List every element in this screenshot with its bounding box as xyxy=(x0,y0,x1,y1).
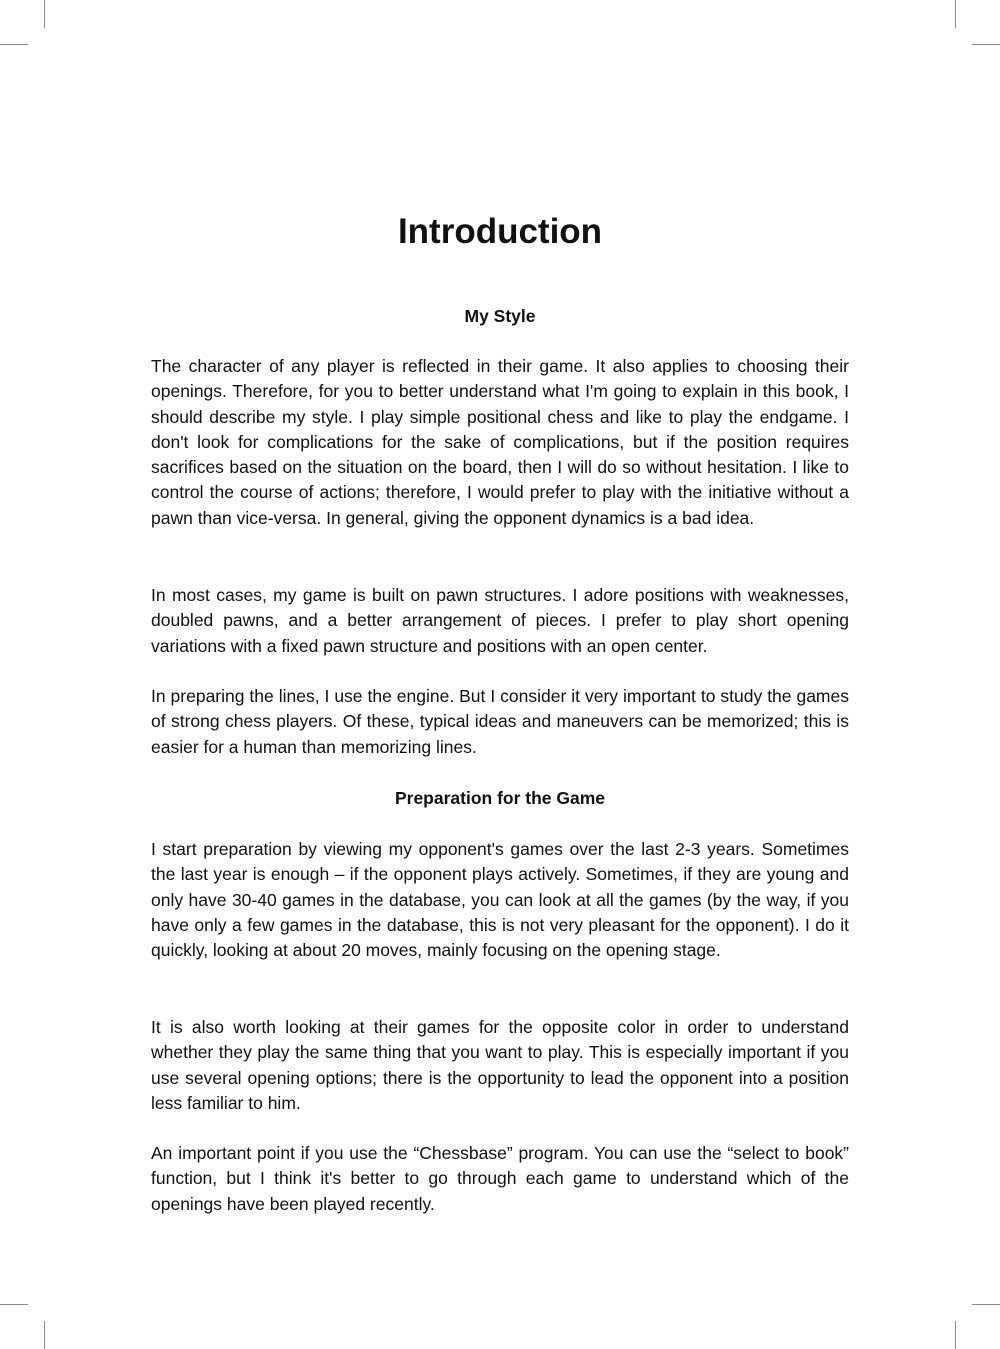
crop-mark-bottom-right-horizontal xyxy=(972,1304,1000,1305)
crop-mark-bottom-left-horizontal xyxy=(0,1304,28,1305)
paragraph: It is also worth looking at their games for the opposite color in order to understand whether they play the same thing that you want to play. This is especially important if you use several opening options; there is the opportunity to lead the opponent into a position less familiar to him. xyxy=(151,1017,849,1113)
paragraph: I start preparation by viewing my opponent's games over the last 2-3 years. Sometimes the last year is enough – if the opponent plays actively. Sometimes, if they are young and only have 30-40 games in the database, you can look at all the games (by the way, if you have only a few games in the database, this is not very pleasant for the opponent). I do it quickly, looking at about 20 moves, mainly focusing on the opening stage. xyxy=(151,839,849,961)
paragraph: In preparing the lines, I use the engine. But I consider it very important to study the games of strong chess players. Of these, typical ideas and maneuvers can be memorized; this is easier for a human than memorizing lines. xyxy=(151,686,849,757)
crop-mark-top-left-vertical xyxy=(44,0,45,28)
page-title: Introduction xyxy=(397,212,603,251)
paragraph: In most cases, my game is built on pawn structures. I adore positions with weaknesses, doubled pawns, and a better arrangement of pieces. I prefer to play short opening variations with a fixed pawn structure and positions with an open center. xyxy=(151,585,849,656)
crop-mark-top-left-horizontal xyxy=(0,44,28,45)
section-heading-preparation: Preparation for the Game xyxy=(394,788,606,808)
crop-mark-top-right-horizontal xyxy=(972,44,1000,45)
crop-mark-bottom-left-vertical xyxy=(44,1321,45,1349)
crop-mark-top-right-vertical xyxy=(955,0,956,28)
paragraph: An important point if you use the “Chessbase” program. You can use the “select to book” function, but I think it's better to go through each game to understand which of the openings have been played recently. xyxy=(151,1143,849,1214)
section-heading-my-style: My Style xyxy=(464,306,536,326)
crop-mark-bottom-right-vertical xyxy=(955,1321,956,1349)
paragraph: The character of any player is reflected in their game. It also applies to choosing their openings. Therefore, for you to better understand what I'm going to explain in this book, I should describe my style. I play simple positional chess and like to play the endgame. I don't look for complications for the sake of complications, but if the position requires sacrifices based on the situation on the board, then I will do so without hesitation. I like to control the course of actions; therefore, I would prefer to play with the initiative without a pawn than vice-versa. In general, giving the opponent dynamics is a bad idea. xyxy=(151,356,849,528)
